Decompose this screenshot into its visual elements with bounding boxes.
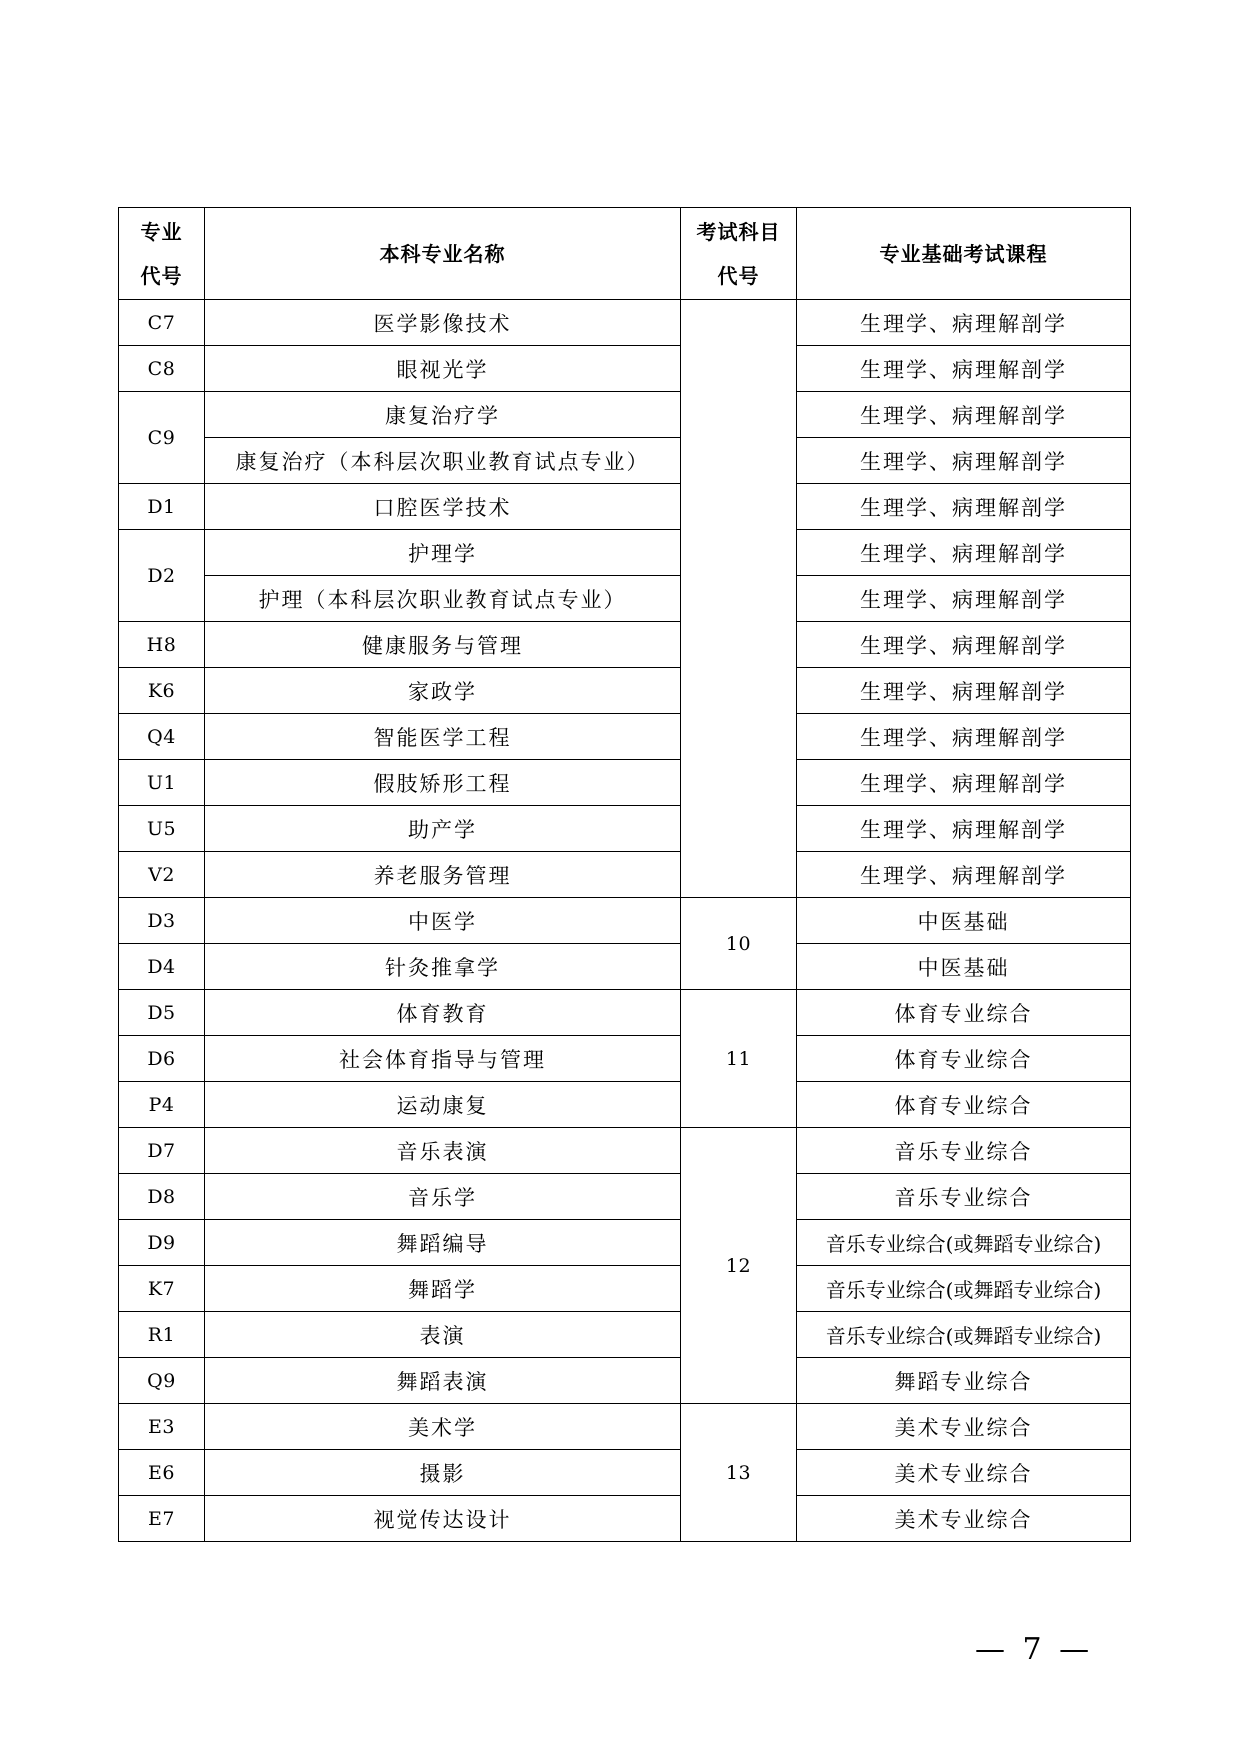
exam-code: 11 (681, 990, 797, 1128)
table-row (119, 714, 1131, 760)
exam-course: 生理学、病理解剖学 (797, 622, 1131, 668)
exam-course: 生理学、病理解剖学 (797, 576, 1131, 622)
exam-course: 体育专业综合 (797, 1036, 1131, 1082)
major-code: C9 (119, 392, 205, 484)
exam-course: 生理学、病理解剖学 (797, 714, 1131, 760)
exam-course: 音乐专业综合 (797, 1174, 1131, 1220)
table-row (119, 576, 1131, 622)
exam-course: 生理学、病理解剖学 (797, 668, 1131, 714)
exam-course: 生理学、病理解剖学 (797, 300, 1131, 346)
major-code: K7 (119, 1266, 205, 1312)
table-row (119, 346, 1131, 392)
major-name: 假肢矫形工程 (205, 760, 681, 806)
table-row (119, 1128, 1131, 1174)
major-name: 家政学 (205, 668, 681, 714)
major-name: 医学影像技术 (205, 300, 681, 346)
major-code: C8 (119, 346, 205, 392)
exam-code: 12 (681, 1128, 797, 1404)
major-code: U5 (119, 806, 205, 852)
table-row (119, 300, 1131, 346)
major-code: E7 (119, 1496, 205, 1542)
exam-course: 生理学、病理解剖学 (797, 760, 1131, 806)
major-name: 护理学 (205, 530, 681, 576)
major-name: 养老服务管理 (205, 852, 681, 898)
major-code: Q4 (119, 714, 205, 760)
exam-course: 生理学、病理解剖学 (797, 438, 1131, 484)
major-code: H8 (119, 622, 205, 668)
major-name: 助产学 (205, 806, 681, 852)
major-code: D1 (119, 484, 205, 530)
major-name: 护理（本科层次职业教育试点专业） (205, 576, 681, 622)
exam-course: 美术专业综合 (797, 1404, 1131, 1450)
major-code: Q9 (119, 1358, 205, 1404)
table-row (119, 668, 1131, 714)
exam-course: 生理学、病理解剖学 (797, 852, 1131, 898)
major-name: 表演 (205, 1312, 681, 1358)
table-header-row (119, 208, 1131, 300)
major-code: C7 (119, 300, 205, 346)
major-code: K6 (119, 668, 205, 714)
exam-course: 中医基础 (797, 898, 1131, 944)
table-row (119, 622, 1131, 668)
major-name: 舞蹈表演 (205, 1358, 681, 1404)
major-name: 康复治疗学 (205, 392, 681, 438)
table-row (119, 530, 1131, 576)
table-row (119, 852, 1131, 898)
major-code: D4 (119, 944, 205, 990)
table-row (119, 438, 1131, 484)
exam-course: 体育专业综合 (797, 990, 1131, 1036)
exam-course: 音乐专业综合 (797, 1128, 1131, 1174)
major-code: D9 (119, 1220, 205, 1266)
exam-course: 生理学、病理解剖学 (797, 530, 1131, 576)
major-name: 中医学 (205, 898, 681, 944)
exam-course: 生理学、病理解剖学 (797, 346, 1131, 392)
major-code: R1 (119, 1312, 205, 1358)
table-row (119, 1404, 1131, 1450)
table-row (119, 1312, 1131, 1358)
page-number: — 7 — (975, 1632, 1094, 1667)
table-row (119, 1036, 1131, 1082)
major-code: U1 (119, 760, 205, 806)
exam-course: 生理学、病理解剖学 (797, 806, 1131, 852)
exam-course: 音乐专业综合(或舞蹈专业综合) (797, 1220, 1131, 1266)
major-name: 音乐学 (205, 1174, 681, 1220)
major-code: D8 (119, 1174, 205, 1220)
major-name: 眼视光学 (205, 346, 681, 392)
major-code: E6 (119, 1450, 205, 1496)
major-code: D6 (119, 1036, 205, 1082)
major-name: 智能医学工程 (205, 714, 681, 760)
table-row (119, 484, 1131, 530)
major-name: 针灸推拿学 (205, 944, 681, 990)
exam-course: 音乐专业综合(或舞蹈专业综合) (797, 1266, 1131, 1312)
table-row (119, 1450, 1131, 1496)
table-row (119, 1082, 1131, 1128)
major-name: 美术学 (205, 1404, 681, 1450)
major-name: 健康服务与管理 (205, 622, 681, 668)
header-exam-code: 考试科目 代号 (681, 208, 797, 300)
exam-course: 生理学、病理解剖学 (797, 484, 1131, 530)
major-name: 运动康复 (205, 1082, 681, 1128)
table-row (119, 1174, 1131, 1220)
header-major-code: 专业 代号 (119, 208, 205, 300)
major-name: 摄影 (205, 1450, 681, 1496)
major-name: 音乐表演 (205, 1128, 681, 1174)
exam-course: 体育专业综合 (797, 1082, 1131, 1128)
major-exam-table (118, 207, 1131, 1542)
major-code: P4 (119, 1082, 205, 1128)
table-row (119, 760, 1131, 806)
major-name: 体育教育 (205, 990, 681, 1036)
major-name: 舞蹈编导 (205, 1220, 681, 1266)
table-row (119, 1266, 1131, 1312)
table-row (119, 1220, 1131, 1266)
major-name: 口腔医学技术 (205, 484, 681, 530)
major-name: 社会体育指导与管理 (205, 1036, 681, 1082)
exam-code: 13 (681, 1404, 797, 1542)
exam-code (681, 300, 797, 898)
header-major-name: 本科专业名称 (205, 208, 681, 300)
exam-course: 舞蹈专业综合 (797, 1358, 1131, 1404)
table-row (119, 1358, 1131, 1404)
major-code: D5 (119, 990, 205, 1036)
exam-course: 美术专业综合 (797, 1496, 1131, 1542)
major-code: D3 (119, 898, 205, 944)
header-exam-course: 专业基础考试课程 (797, 208, 1131, 300)
major-name: 康复治疗（本科层次职业教育试点专业） (205, 438, 681, 484)
exam-code: 10 (681, 898, 797, 990)
major-code: D7 (119, 1128, 205, 1174)
major-name: 视觉传达设计 (205, 1496, 681, 1542)
table-row (119, 806, 1131, 852)
table-row (119, 944, 1131, 990)
exam-course: 美术专业综合 (797, 1450, 1131, 1496)
exam-course: 生理学、病理解剖学 (797, 392, 1131, 438)
major-code: E3 (119, 1404, 205, 1450)
major-name: 舞蹈学 (205, 1266, 681, 1312)
table-row (119, 990, 1131, 1036)
table-row (119, 1496, 1131, 1542)
exam-course: 中医基础 (797, 944, 1131, 990)
major-code: V2 (119, 852, 205, 898)
major-code: D2 (119, 530, 205, 622)
table-row (119, 392, 1131, 438)
exam-course: 音乐专业综合(或舞蹈专业综合) (797, 1312, 1131, 1358)
table-row (119, 898, 1131, 944)
